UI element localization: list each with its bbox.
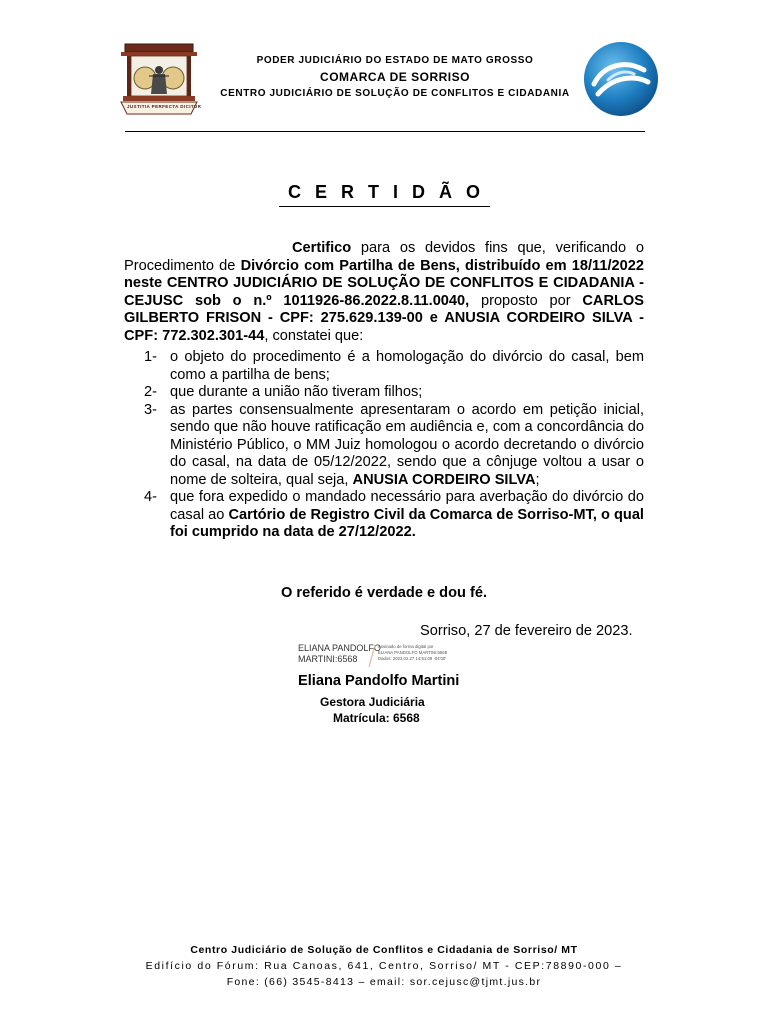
place-date: Sorriso, 27 de fevereiro de 2023. xyxy=(420,623,633,639)
footer-address: Edifício do Fórum: Rua Canoas, 641, Centro, Sorriso/ MT - CEP:78890-000 – xyxy=(145,960,623,972)
header-center: CENTRO JUDICIÁRIO DE SOLUÇÃO DE CONFLITOS E CIDADANIA xyxy=(220,88,570,99)
item-number: 2- xyxy=(144,384,157,400)
header-divider xyxy=(125,131,645,132)
footer-center-name: Centro Judiciário de Solução de Conflitos e Cidadania de Sorriso/ MT xyxy=(190,944,578,956)
closing-statement: O referido é verdade e dou fé. xyxy=(281,585,487,601)
item-bold: Cartório de Registro Civil da Comarca de Sorriso-MT, o qual foi cumprido na data de 27/12/2022. xyxy=(170,506,644,540)
list-item xyxy=(124,402,644,490)
title-underline xyxy=(279,206,490,207)
signature-stroke-icon xyxy=(366,643,378,669)
item-number: 4- xyxy=(144,489,157,505)
item-text: as partes consensualmente apresentaram o acordo em petição inicial, sendo que não houve ratificação em audiência e, com a concordância do Ministério Público, o MM Juiz homologou o acordo decretando o divórcio do casal, na data de 05/12/2022, sendo que a cônjuge voltou a usar o nome de solteira, qual seja, xyxy=(170,401,644,488)
item-text: que fora expedido o mandado necessário para averbação do divórcio do casal ao xyxy=(170,489,644,523)
footer-contact: Fone: (66) 3545-8413 – email: sor.cejusc@tjmt.jus.br xyxy=(226,976,542,988)
item-text: que durante a união não tiveram filhos; xyxy=(170,384,423,400)
item-bold: ANUSIA CORDEIRO SILVA xyxy=(352,471,536,488)
paragraph-text-1: para os devidos fins que, verificando o Procedimento de xyxy=(124,240,644,274)
signature-cert-line-3: Dados: 2023.02.27 14:51:09 -04'00' xyxy=(378,656,447,661)
list-item xyxy=(124,489,644,542)
digital-signature-details xyxy=(378,644,447,662)
header-district: COMARCA DE SORRISO xyxy=(320,70,470,84)
item-tail: ; xyxy=(535,471,540,488)
signer-role: Gestora Judiciária xyxy=(320,695,425,709)
seal-motto: JUSTITIA PERFECTA DICITUR xyxy=(127,104,202,109)
item-number: 1- xyxy=(144,349,157,365)
signer-name: Eliana Pandolfo Martini xyxy=(298,673,460,689)
certificate-paragraph xyxy=(124,240,644,345)
court-seal-icon xyxy=(115,40,203,120)
certify-word: Certifico xyxy=(292,240,352,256)
paragraph-text-2: proposto por xyxy=(469,292,583,309)
signature-cert-line-1: Assinado de forma digital por xyxy=(378,644,434,649)
list-item xyxy=(124,384,644,402)
signature-name-line-1: ELIANA PANDOLFO xyxy=(298,643,381,653)
list-item xyxy=(124,349,644,384)
document-title: CERTIDÃO xyxy=(288,182,494,202)
signature-name-line-2: MARTINI:6568 xyxy=(298,654,358,664)
header-court: PODER JUDICIÁRIO DO ESTADO DE MATO GROSSO xyxy=(256,55,534,66)
signature-cert-line-2: ELIANA PANDOLFO MARTINI:6568 xyxy=(378,650,448,655)
item-text: o objeto do procedimento é a homologação do divórcio do casal, bem como a partilha de bens; xyxy=(170,349,644,383)
paragraph-text-3: , constatei que: xyxy=(264,327,364,344)
procedure-details: Divórcio com Partilha de Bens, distribuído em 18/11/2022 neste CENTRO JUDICIÁRIO DE SOLUÇÃO DE CONFLITOS E CIDADANIA - CEJUSC sob o n.º 1011926-86.2022.8.11.0040, xyxy=(124,257,644,309)
signer-registration: Matrícula: 6568 xyxy=(333,711,420,725)
parties: CARLOS GILBERTO FRISON - CPF: 275.629.139-00 e ANUSIA CORDEIRO SILVA - CPF: 772.302.301-44 xyxy=(124,292,644,344)
findings-list xyxy=(124,349,644,542)
cejusc-logo-icon xyxy=(582,40,660,118)
item-number: 3- xyxy=(144,401,157,418)
